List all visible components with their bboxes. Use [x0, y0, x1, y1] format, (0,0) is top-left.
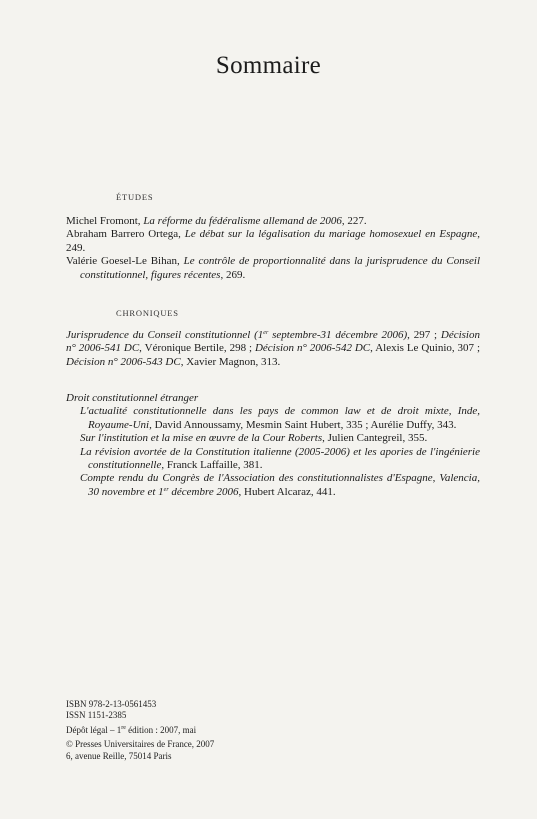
etude-author: Abraham Barrero Ortega,	[66, 228, 181, 241]
etude-entry	[66, 215, 480, 228]
decision-543-author: , Xavier Magnon, 313.	[180, 355, 281, 368]
etranger-list	[66, 405, 480, 499]
etranger-entry	[80, 432, 480, 445]
etranger-authors: , Hubert Alcaraz, 441.	[238, 485, 336, 498]
etude-page: , 269.	[220, 268, 246, 281]
ordinal-sup: er	[163, 486, 169, 493]
copyright: © Presses Universitaires de France, 2007	[66, 739, 215, 750]
etranger-entry	[80, 405, 480, 432]
jurisprudence-title-start: Jurisprudence du Conseil constitutionnel (1	[66, 329, 264, 341]
etude-title: Le débat sur la légalisation du mariage homosexuel en Espagne	[184, 228, 478, 241]
etranger-authors: , Julien Cantegreil, 355.	[322, 432, 428, 445]
etudes-list	[66, 215, 480, 282]
etude-title: La réforme du fédéralisme allemand de 2006	[143, 215, 342, 227]
decision-542-author: , Alexis Le Quinio, 307 ;	[370, 342, 481, 355]
decision-541: Décision n° 2006-541 DC	[66, 329, 480, 355]
etude-title: Le contrôle de proportionnalité dans la jurisprudence du Conseil constitutionnel, figures récentes	[80, 255, 480, 281]
etranger-entry	[80, 446, 480, 473]
section-label-etudes: ÉTUDES	[116, 192, 154, 202]
etranger-title: La révision avortée de la Constitution italienne (2005-2006) et les apories de l'ingénierie constitutionnelle	[80, 445, 480, 472]
depot-legal: Dépôt légal – 1re édition : 2007, mai	[66, 724, 197, 735]
etude-author: Michel Fromont,	[66, 215, 141, 227]
etude-author: Valérie Goesel-Le Bihan,	[66, 255, 180, 268]
isbn: ISBN 978-2-13-0561453	[66, 699, 157, 709]
etude-page: , 249.	[66, 228, 481, 254]
decision-542: Décision n° 2006-542 DC	[254, 342, 371, 355]
decision-541-author: , Véronique Bertile, 298 ;	[139, 342, 255, 355]
page-title: Sommaire	[215, 52, 322, 79]
etude-entry	[66, 255, 480, 282]
etranger-title: Sur l'institution et la mise en œuvre de la Cour Roberts	[80, 432, 323, 445]
etranger-title-end: décembre 2006	[168, 485, 239, 498]
jurisprudence-page: , 297 ;	[407, 329, 441, 341]
jurisprudence-title-end: septembre-31 décembre 2006)	[268, 329, 408, 341]
etranger-section	[66, 392, 480, 499]
etranger-entry	[80, 472, 480, 499]
jurisprudence-entry	[66, 329, 480, 369]
etranger-title: L'actualité constitutionnelle dans les pays de common law et de droit mixte, Inde, Royaume-Uni	[80, 405, 480, 431]
etranger-authors: , Franck Laffaille, 381.	[161, 459, 263, 472]
colophon	[66, 699, 214, 762]
publisher-address: 6, avenue Reille, 75014 Paris	[66, 750, 172, 761]
etranger-authors: , David Annoussamy, Mesmin Saint Hubert, 335 ; Aurélie Duffy, 343.	[149, 418, 457, 431]
ordinal-sup: er	[263, 330, 269, 336]
issn: ISSN 1151-2385	[66, 710, 127, 721]
section-label-chroniques: CHRONIQUES	[116, 308, 179, 318]
etranger-heading: Droit constitutionnel étranger	[66, 392, 199, 404]
etranger-title: Compte rendu du Congrès de l'Association des constitutionnalistes d'Espagne, Valencia, 30 novembre et 1	[80, 472, 480, 498]
etude-entry	[66, 228, 480, 255]
decision-543: Décision n° 2006-543 DC	[66, 355, 181, 368]
etude-page: , 227.	[341, 215, 367, 227]
